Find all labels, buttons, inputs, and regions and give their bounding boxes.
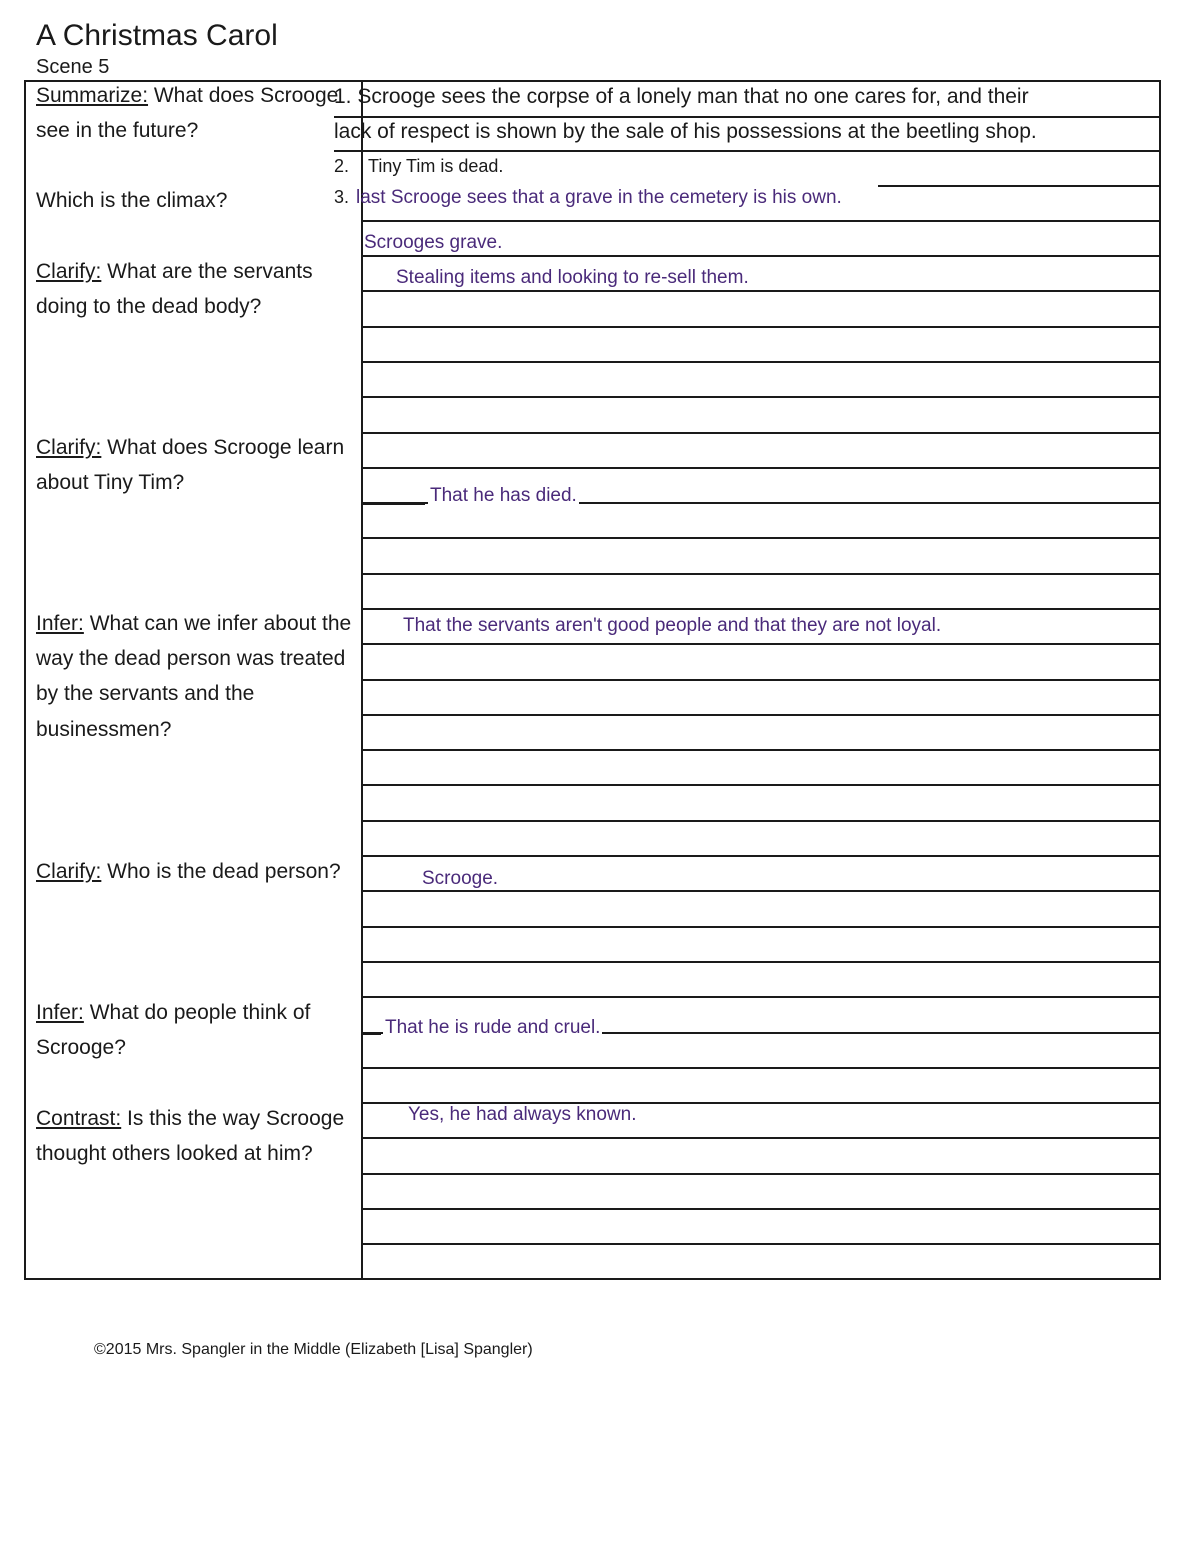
answer-line [363,1243,1160,1245]
answer-line [363,890,1160,892]
question-text: Who is the dead person? [101,860,341,883]
answer-line [363,608,1160,610]
answer-summary-line-1: 1. Scrooge sees the corpse of a lonely man that no one cares for, and their [334,85,1029,108]
answer-people-think: That he is rude and cruel. [385,1017,601,1038]
answer-line [363,396,1160,398]
answer-line [363,573,1160,575]
answer-line [363,290,1160,292]
question-text: What are the servants doing to the dead body? [36,260,313,319]
answer-summary-3-number: 3. [334,187,350,207]
answer-tiny-tim: That he has died. [430,485,577,506]
answer-summary-2-number: 2. [334,156,350,176]
answer-line [878,185,1160,187]
question-label: Clarify: [36,860,102,883]
answer-line [363,255,1160,257]
page-title: A Christmas Carol [36,19,278,52]
question-label: Infer: [36,612,84,635]
question-text: What do people think of Scrooge? [36,1001,311,1060]
question-label: Clarify: [36,260,102,283]
answer-line [363,749,1160,751]
answer-line [363,643,1160,645]
question-text: What can we infer about the way the dead person was treated by the servants and the businessmen? [36,612,352,741]
question-label: Contrast: [36,1107,122,1130]
answer-line [363,361,1160,363]
answer-dead-person: Scrooge. [422,868,499,889]
question-text: What does Scrooge see in the future? [36,84,339,143]
answer-servants: Stealing items and looking to re-sell them. [396,267,749,288]
answer-line [363,1137,1160,1139]
answer-summary-2-text: Tiny Tim is dead. [368,156,504,176]
question-summarize [36,78,354,148]
question-people-think [36,995,354,1065]
answer-line [334,116,1160,118]
answer-line [363,926,1160,928]
question-text: Which is the climax? [36,189,228,212]
question-servants [36,254,354,324]
answer-line [363,679,1160,681]
question-dead-person [36,854,354,889]
answer-line [363,1173,1160,1175]
question-label: Infer: [36,1001,84,1024]
answer-line [363,467,1160,469]
question-contrast [36,1101,354,1171]
question-climax [36,183,354,218]
answer-line [363,537,1160,539]
answer-summary-line-2: lack of respect is shown by the sale of his possessions at the beetling shop. [334,120,1037,143]
question-text: What does Scrooge learn about Tiny Tim? [36,436,345,495]
answer-line [363,1033,381,1035]
answer-line [363,784,1160,786]
answer-line [363,855,1160,857]
answer-line [363,1208,1160,1210]
answer-line [363,996,1160,998]
answer-line [363,220,1160,222]
answer-line [363,432,1160,434]
answer-summary-3-text: last Scrooge sees that a grave in the cemetery is his own. [356,187,842,208]
answer-line [363,961,1160,963]
answer-line [363,714,1160,716]
answer-line [363,326,1160,328]
question-text: Is this the way Scrooge thought others looked at him? [36,1107,345,1166]
question-label: Summarize: [36,84,149,107]
question-label: Clarify: [36,436,102,459]
answer-infer-treatment: That the servants aren't good people and that they are not loyal. [403,615,942,636]
answer-contrast: Yes, he had always known. [408,1104,637,1125]
answer-line [363,503,425,505]
copyright-footer: ©2015 Mrs. Spangler in the Middle (Elizabeth [Lisa] Spangler) [94,1341,533,1358]
answer-line [363,1102,403,1104]
answer-line [363,820,1160,822]
page-subtitle: Scene 5 [36,56,110,78]
answer-climax: Scrooges grave. [364,232,503,253]
question-infer-treatment [36,606,354,747]
answer-line [334,150,1160,152]
answer-line [363,1067,1160,1069]
question-tiny-tim [36,430,354,500]
